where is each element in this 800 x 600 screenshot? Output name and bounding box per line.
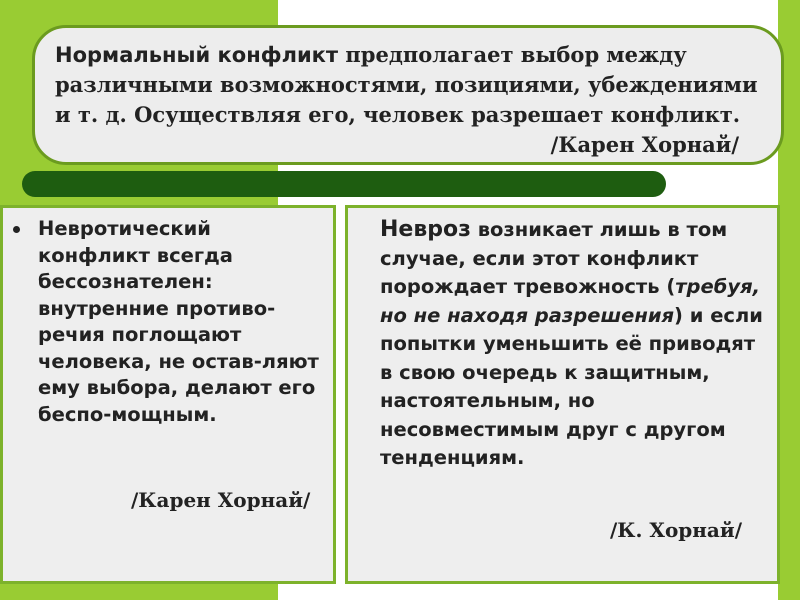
left-panel bbox=[0, 205, 336, 584]
right-panel-part2: ) и если попытки уменьшить её приводят в свою очередь к защитным, настоятельным, но несовместимым друг с другом тенденциям. bbox=[380, 303, 763, 469]
right-panel-attribution: /К. Хорнай/ bbox=[610, 518, 743, 542]
right-panel bbox=[345, 205, 780, 584]
right-panel-text bbox=[380, 216, 772, 473]
quote-body: предполагает выбор между различными возможностями, позициями, убеждениями и т. д. Осуществляя его, человек разрешает конфликт. bbox=[55, 42, 758, 127]
quote-attribution: /Карен Хорнай/ bbox=[550, 132, 739, 157]
left-panel-attribution: /Карен Хорнай/ bbox=[131, 488, 311, 512]
divider-bar bbox=[22, 171, 666, 197]
left-panel-text: Невротический конфликт всегда бессознателен: внутренние противо-речия поглощают человека, не остав-ляют ему выбора, делают его беспо-мощным. bbox=[38, 217, 319, 426]
right-panel-part1: возникает лишь в том случае, если этот конфликт порождает тревожность ( bbox=[380, 218, 728, 298]
right-panel-italic: требуя, но не находя разрешения bbox=[380, 275, 760, 327]
bullet-icon bbox=[13, 226, 20, 233]
right-panel-lead: Невроз bbox=[380, 217, 471, 242]
top-quote-box bbox=[32, 25, 784, 165]
quote-lead: Нормальный конфликт bbox=[55, 43, 339, 67]
